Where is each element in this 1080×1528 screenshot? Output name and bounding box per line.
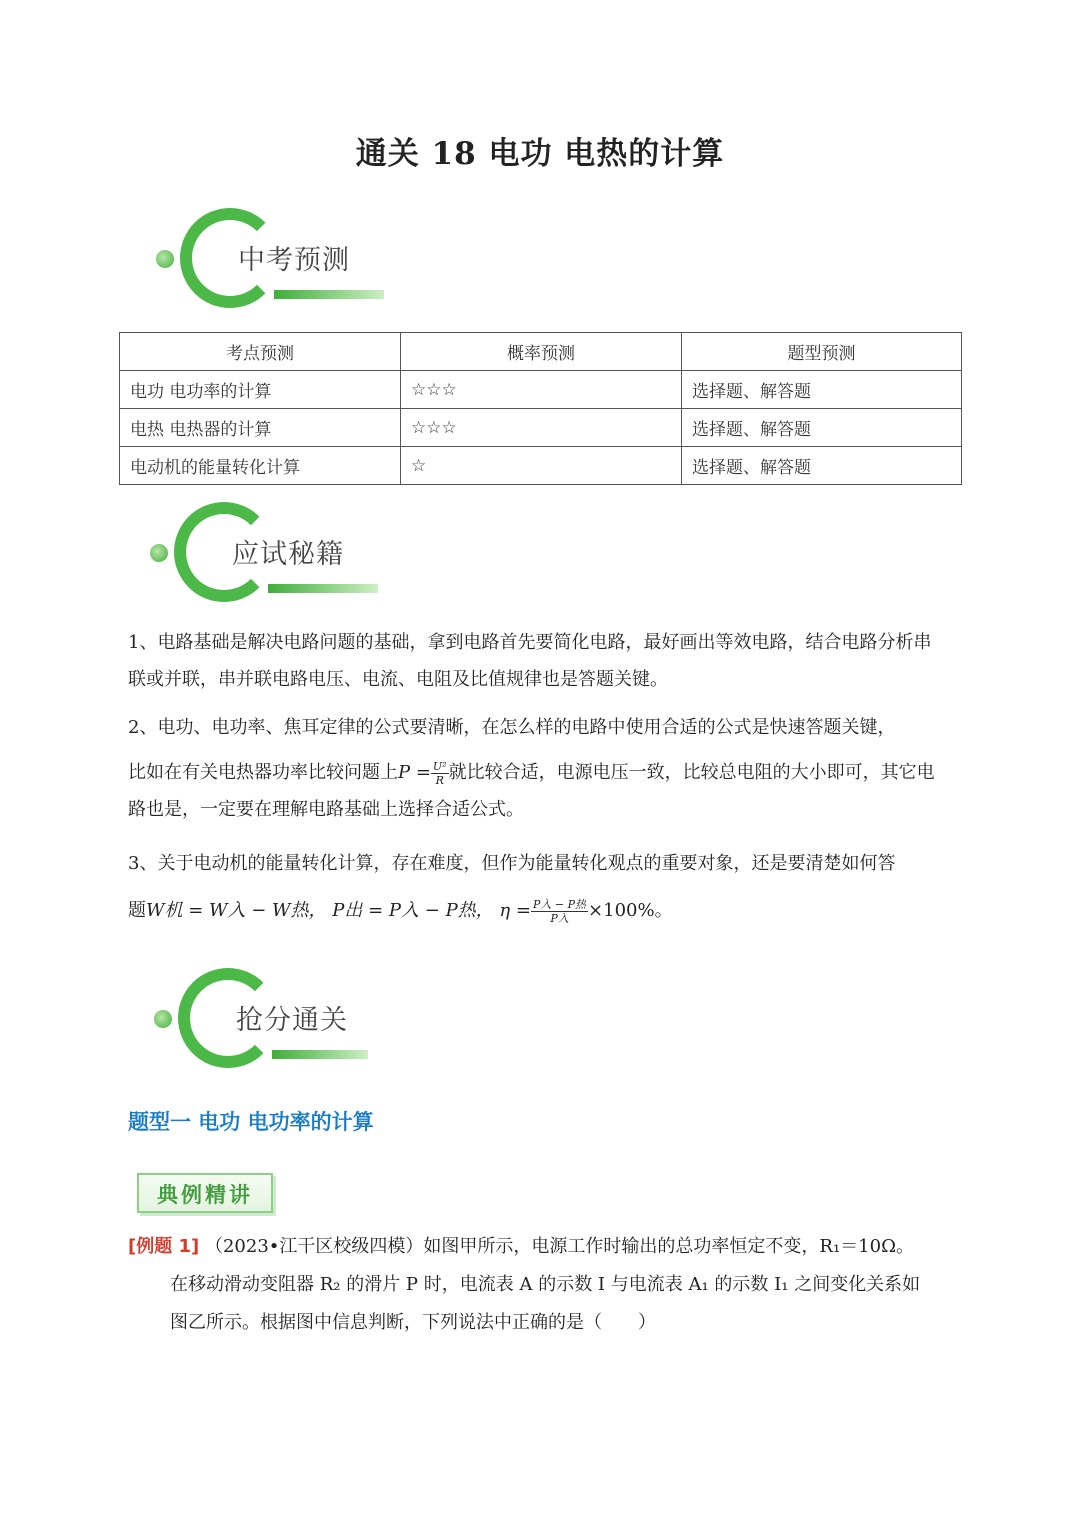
section-label: 应试秘籍 (232, 539, 344, 570)
example-line: 在移动滑动变阻器 R₂ 的滑片 P 时，电流表 A 的示数 I 与电流表 A₁ 的示数 I₁ 之间变化关系如 (170, 1274, 921, 1295)
table-header-row (120, 333, 962, 371)
section-header-practice (154, 968, 414, 1078)
green-dot-icon (154, 1010, 172, 1028)
example-line: （2023•江干区校级四模）如图甲所示，电源工作时输出的总功率恒定不变，R₁＝10Ω。 (204, 1236, 915, 1257)
formula-efficiency-lhs: η = (499, 900, 532, 921)
column-header: 题型预测 (682, 333, 962, 371)
example-line: 图乙所示。根据图中信息判断，下列说法中正确的是（ ） (170, 1312, 656, 1333)
table-cell: 选择题、解答题 (682, 447, 962, 485)
formula-efficiency-tail: ×100%。 (588, 900, 673, 921)
table-cell: ☆ (401, 447, 682, 485)
formula-fraction (431, 760, 449, 787)
green-bar-decoration (268, 584, 378, 593)
green-dot-icon (156, 250, 174, 268)
fraction-numerator: U² (432, 759, 447, 773)
tip-paragraph-2 (128, 709, 943, 828)
tip-text: 2、电功、电功率、焦耳定律的公式要清晰，在怎么样的电路中使用合适的公式是快速答题关键， (128, 717, 896, 738)
tip-text: 1、电路基础是解决电路问题的基础，拿到电路首先要简化电路，最好画出等效电路，结合电路分析串联或并联，串并联电路电压、电流、电阻及比值规律也是答题关键。 (128, 632, 932, 690)
table-row (120, 409, 962, 447)
example-question (128, 1228, 943, 1342)
formula-lhs: P = (398, 762, 431, 783)
formula-work: W机 = W入 − W热， (146, 900, 327, 921)
table-cell: 选择题、解答题 (682, 409, 962, 447)
page-title: 通关 18 电功 电热的计算 (355, 136, 725, 172)
tip-text: 就比较合适，电源电压一致，比较总电阻的大小即可，其它电路也是，一定要在理解电路基础上选择合适公式。 (128, 762, 935, 820)
tip-paragraph-3 (128, 845, 943, 929)
table-cell: 电功 电功率的计算 (120, 371, 401, 409)
tip-paragraph-1 (128, 624, 943, 698)
fraction-denominator: R (435, 773, 444, 787)
tip-text: 题 (128, 900, 146, 921)
fraction-denominator: P入 (550, 911, 569, 925)
column-header: 考点预测 (120, 333, 401, 371)
fraction-numerator: P入 − P热 (533, 897, 587, 911)
table-cell: ☆☆☆ (401, 371, 682, 409)
forecast-table (119, 332, 962, 485)
table-cell: 选择题、解答题 (682, 371, 962, 409)
question-type-title: 题型一 电功 电功率的计算 (128, 1110, 374, 1134)
table-cell: 电热 电热器的计算 (120, 409, 401, 447)
section-header-forecast (156, 208, 416, 318)
column-header: 概率预测 (401, 333, 682, 371)
section-header-tips (150, 502, 410, 612)
section-label: 中考预测 (238, 245, 350, 276)
tip-text: 3、关于电动机的能量转化计算，存在难度，但作为能量转化观点的重要对象，还是要清楚如何答 (128, 853, 896, 874)
section-label: 抢分通关 (236, 1005, 348, 1036)
table-cell: ☆☆☆ (401, 409, 682, 447)
table-row (120, 371, 962, 409)
formula-power: P出 = P入 − P热， (332, 900, 494, 921)
green-bar-decoration (272, 1050, 368, 1059)
tip-text: 比如在有关电热器功率比较问题上 (128, 762, 398, 783)
table-row (120, 447, 962, 485)
example-box-label: 典例精讲 (157, 1183, 253, 1207)
green-dot-icon (150, 544, 168, 562)
table-cell: 电动机的能量转化计算 (120, 447, 401, 485)
green-bar-decoration (274, 290, 384, 299)
efficiency-fraction (531, 898, 588, 925)
example-tag: [例题 1] (128, 1236, 200, 1257)
example-box (137, 1173, 273, 1213)
